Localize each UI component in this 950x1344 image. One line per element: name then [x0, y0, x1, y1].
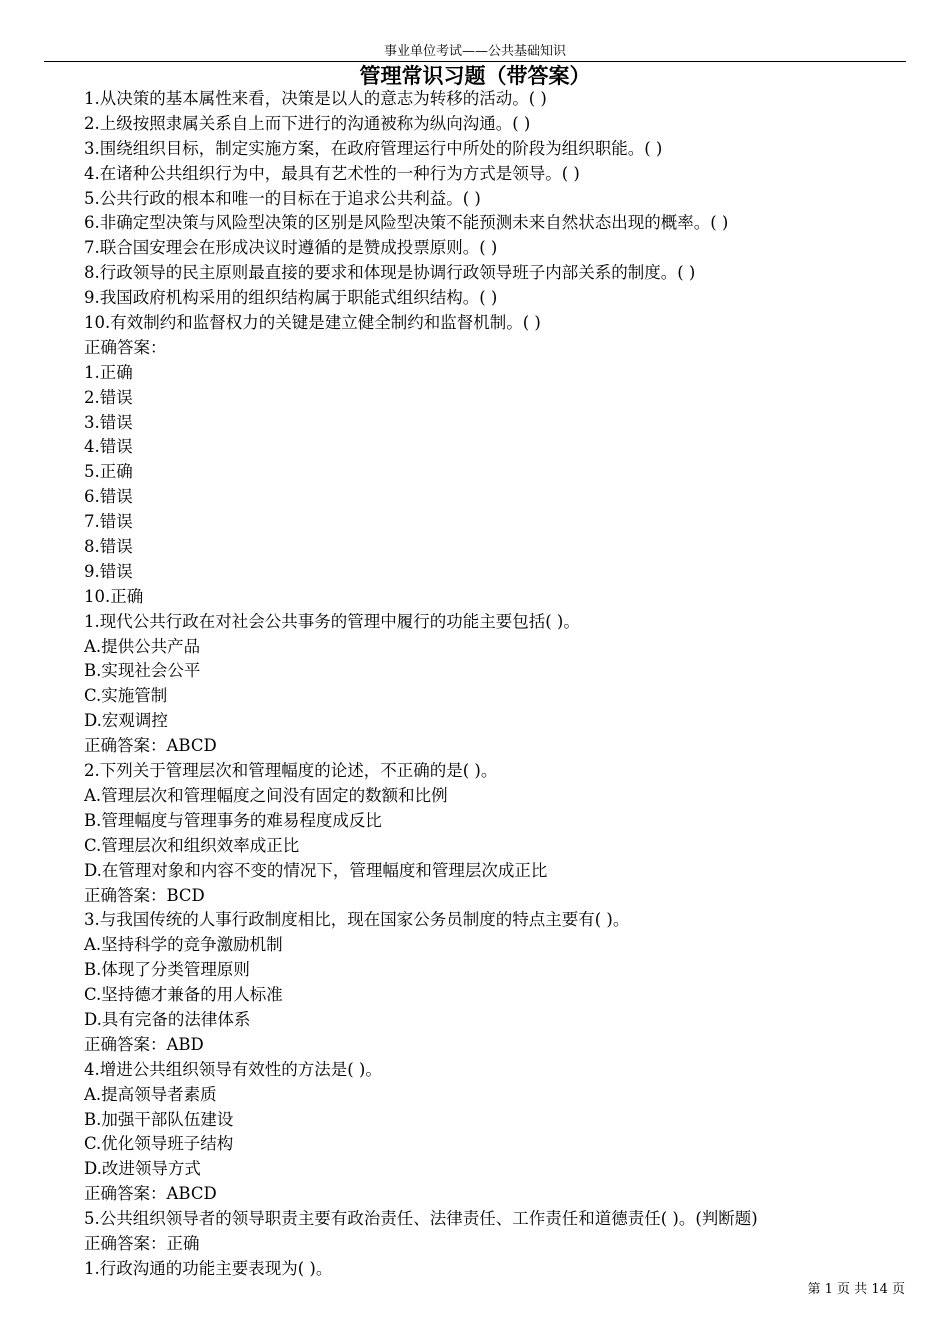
- text-line: 5.正确: [84, 462, 133, 482]
- text-line: 1.从决策的基本属性来看，决策是以人的意志为转移的活动。( ): [84, 89, 547, 108]
- text-line: 9.我国政府机构采用的组织结构属于职能式组织结构。( ): [84, 288, 498, 308]
- text-line: 7.联合国安理会在形成决议时遵循的是赞成投票原则。( ): [84, 238, 498, 258]
- text-line: 4.错误: [84, 437, 133, 457]
- text-line: D.具有完备的法律体系: [84, 1009, 251, 1029]
- text-line: 4.增进公共组织领导有效性的方法是( )。: [84, 1059, 382, 1079]
- text-line: 正确答案：: [84, 337, 167, 357]
- text-line: 2.下列关于管理层次和管理幅度的论述，不正确的是( )。: [84, 761, 498, 781]
- text-line: 正确答案：ABD: [84, 1034, 204, 1054]
- text-line: 3.围绕组织目标，制定实施方案，在政府管理运行中所处的阶段为组织职能。( ): [84, 138, 663, 158]
- text-line: 6.非确定型决策与风险型决策的区别是风险型决策不能预测未来自然状态出现的概率。( ): [84, 213, 729, 233]
- text-line: 9.错误: [84, 561, 133, 581]
- text-line: A.坚持科学的竞争激励机制: [84, 935, 283, 955]
- text-line: 正确答案：ABCD: [84, 736, 217, 756]
- text-line: C.坚持德才兼备的用人标准: [84, 985, 283, 1005]
- text-line: A.提供公共产品: [84, 636, 201, 656]
- text-line: 3.与我国传统的人事行政制度相比，现在国家公务员制度的特点主要有( )。: [84, 910, 630, 930]
- text-line: D.在管理对象和内容不变的情况下，管理幅度和管理层次成正比: [84, 860, 548, 880]
- text-line: 1.行政沟通的功能主要表现为( )。: [84, 1258, 333, 1278]
- text-line: 4.在诸种公共组织行为中，最具有艺术性的一种行为方式是领导。( ): [84, 163, 580, 183]
- text-line: C.优化领导班子结构: [84, 1134, 234, 1154]
- text-line: B.加强干部队伍建设: [84, 1109, 234, 1129]
- text-line: 正确答案：BCD: [84, 885, 205, 905]
- text-line: 6.错误: [84, 487, 133, 507]
- text-line: 正确答案：正确: [84, 1233, 200, 1253]
- text-line: B.管理幅度与管理事务的难易程度成反比: [84, 810, 382, 830]
- text-line: C.管理层次和组织效率成正比: [84, 835, 300, 855]
- text-line: 5.公共组织领导者的领导职责主要有政治责任、法律责任、工作责任和道德责任( )。(判断题): [84, 1209, 758, 1229]
- text-line: 1.现代公共行政在对社会公共事务的管理中履行的功能主要包括( )。: [84, 611, 580, 631]
- text-line: 8.错误: [84, 537, 133, 557]
- text-line: 2.错误: [84, 387, 133, 407]
- text-line: C.实施管制: [84, 686, 168, 706]
- text-line: 10.正确: [84, 586, 144, 606]
- text-line: A.提高领导者素质: [84, 1084, 217, 1104]
- header-divider: [44, 61, 906, 62]
- text-line: 10.有效制约和监督权力的关键是建立健全制约和监督机制。( ): [84, 313, 541, 333]
- text-line: D.改进领导方式: [84, 1159, 201, 1179]
- text-line: 2.上级按照隶属关系自上而下进行的沟通被称为纵向沟通。( ): [84, 113, 531, 133]
- text-line: 7.错误: [84, 512, 133, 532]
- text-line: 3.错误: [84, 412, 133, 432]
- text-line: 正确答案：ABCD: [84, 1184, 217, 1204]
- text-line: 1.正确: [84, 362, 133, 382]
- text-line: D.宏观调控: [84, 711, 168, 731]
- text-line: 5.公共行政的根本和唯一的目标在于追求公共利益。( ): [84, 188, 481, 208]
- document-body: [84, 87, 904, 1282]
- page-header: 事业单位考试——公共基础知识: [383, 44, 566, 59]
- document-title: 管理常识习题（带答案）: [359, 63, 591, 88]
- text-line: B.实现社会公平: [84, 661, 201, 681]
- page-footer: 第 1 页 共 14 页: [807, 1282, 905, 1297]
- text-line: A.管理层次和管理幅度之间没有固定的数额和比例: [84, 785, 448, 805]
- text-line: B.体现了分类管理原则: [84, 960, 250, 980]
- text-line: 8.行政领导的民主原则最直接的要求和体现是协调行政领导班子内部关系的制度。( ): [84, 263, 696, 283]
